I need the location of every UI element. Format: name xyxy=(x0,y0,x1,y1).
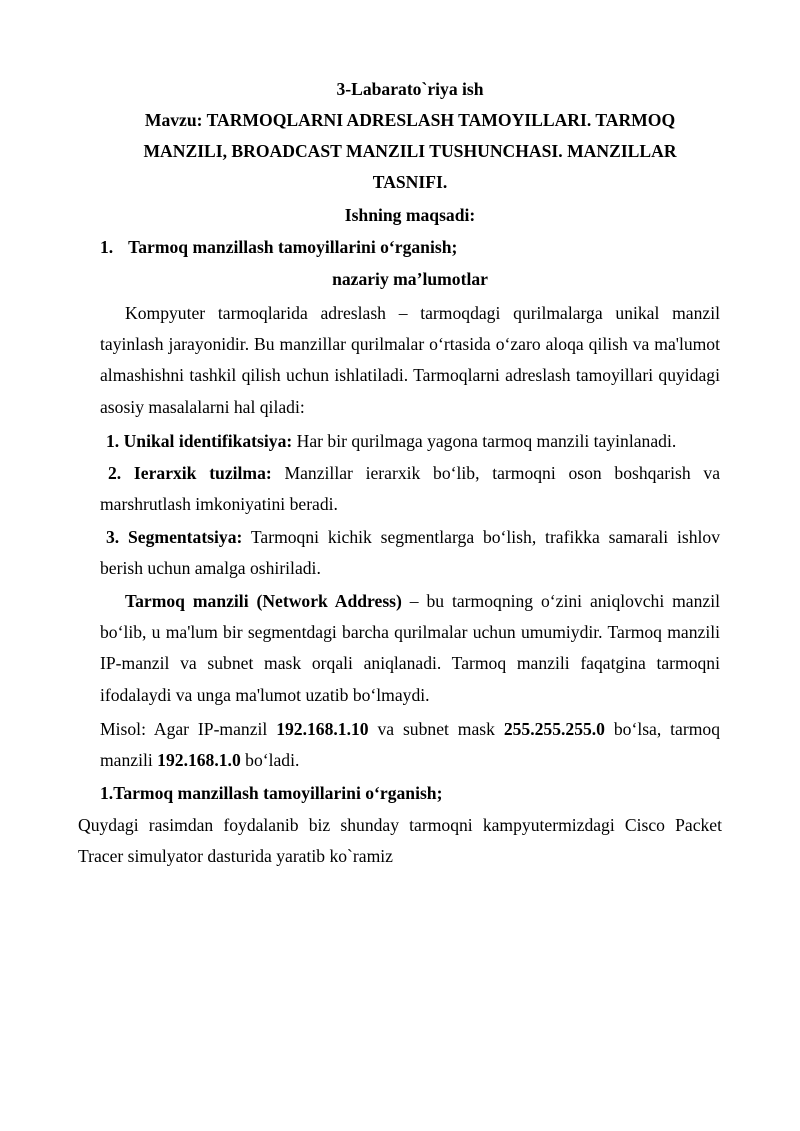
intro-paragraph: Kompyuter tarmoqlarida adreslash – tarmoqdagi qurilmalarga unikal manzil tayinlash jarayonidir. Bu manzillar qurilmalar o‘rtasida o‘zaro aloqa qilish va ma'lumot almashishni tashkil qilish uchun ishlatiladi. Tarmoqlarni adreslash tamoyillari quyidagi asosiy masalalarni hal qiladi: xyxy=(100,303,720,417)
topic-line-3: TASNIFI. xyxy=(372,172,448,192)
example-prefix: Misol: Agar IP-manzil xyxy=(100,719,277,739)
topic-line-2: MANZILI, BROADCAST MANZILI TUSHUNCHASI. MANZILLAR xyxy=(143,141,677,161)
list-item-1 xyxy=(100,426,720,457)
network-address-label: Tarmoq manzili (Network Address) xyxy=(125,591,402,611)
lab-title: 3-Labarato`riya ish xyxy=(336,79,484,99)
example-mid: va subnet mask xyxy=(368,719,504,739)
list-item-2 xyxy=(100,458,720,520)
goal-heading: Ishning maqsadi: xyxy=(344,205,476,225)
example-ip: 192.168.1.10 xyxy=(276,719,369,739)
example-suffix: bo‘ladi. xyxy=(240,750,300,771)
network-address-paragraph xyxy=(100,586,720,711)
goal-item-text: Tarmoq manzillash tamoyillarini o‘rganish; xyxy=(128,237,458,257)
example-network: 192.168.1.0 xyxy=(157,750,241,771)
list-item-3-text: Tarmoqni kichik segmentlarga bo‘lish, trafikka samarali ishlov berish uchun amalga oshiriladi. xyxy=(100,527,721,579)
closing-paragraph: Quydagi rasimdan foydalanib biz shunday tarmoqni kampyutermizdagi Cisco Packet Tracer simulyator dasturida yaratib ko`ramiz xyxy=(78,815,722,867)
list-item-2-label: 2. Ierarxik tuzilma: xyxy=(108,463,272,483)
section-heading: 1.Tarmoq manzillash tamoyillarini o‘rganish; xyxy=(100,783,443,803)
example-mid2: bo‘lsa, tarmoq manzili xyxy=(100,719,720,771)
list-item-1-text: Har bir qurilmaga yagona tarmoq manzili tayinlanadi. xyxy=(292,431,677,451)
example-paragraph xyxy=(100,714,720,776)
goal-item-number: 1. xyxy=(100,237,114,257)
example-mask: 255.255.255.0 xyxy=(503,719,605,739)
network-address-text: – bu tarmoqning o‘zini aniqlovchi manzil bo‘lib, u ma'lum bir segmentdagi barcha qurilmalar uchun umumiydir. Tarmoq manzili IP-manzil va subnet mask orqali aniqlanadi. Tarmoq manzili faqatgina tarmoqni ifodalaydi va unga ma'lumot uzatib bo‘lmaydi. xyxy=(100,591,720,705)
list-item-3-label: 3. Segmentatsiya: xyxy=(106,527,243,547)
theory-heading: nazariy ma’lumotlar xyxy=(332,269,488,289)
goal-item xyxy=(100,232,720,263)
list-item-3 xyxy=(100,522,720,584)
list-item-1-label: 1. Unikal identifikatsiya: xyxy=(106,431,293,451)
list-item-2-text: Manzillar ierarxik bo‘lib, tarmoqni oson boshqarish va marshrutlash imkoniyatini beradi. xyxy=(100,463,721,515)
topic-line-1: Mavzu: TARMOQLARNI ADRESLASH TAMOYILLARI. TARMOQ xyxy=(144,110,676,130)
